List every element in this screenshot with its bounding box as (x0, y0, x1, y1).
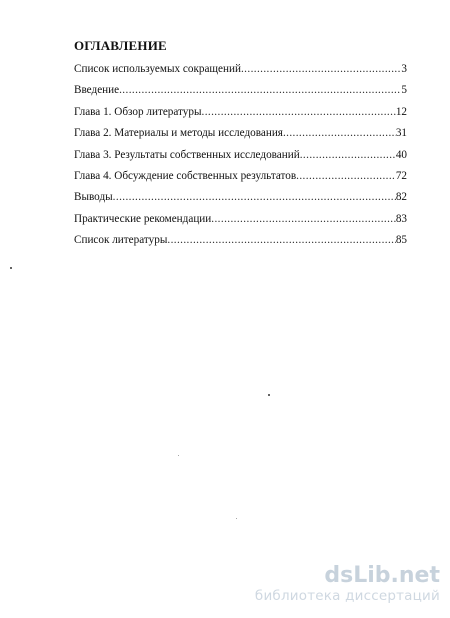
toc-entry-page: 5 (401, 84, 407, 97)
toc-entry-page: 82 (395, 191, 407, 204)
toc-entry-page: 40 (395, 148, 407, 161)
toc-dot-leader (119, 83, 401, 97)
toc-entry (74, 126, 407, 147)
toc-entry-title: Глава 3. Результаты собственных исследований (74, 148, 300, 161)
scan-speck (236, 518, 237, 519)
toc-entry (74, 212, 407, 233)
scan-speck (268, 394, 270, 396)
toc-entry-page: 3 (401, 63, 407, 75)
toc-entry-title: Глава 2. Материалы и методы исследования (74, 127, 283, 140)
scan-speck (178, 455, 179, 456)
toc-dot-leader (202, 105, 396, 119)
toc-entry-title: Глава 4. Обсуждение собственных результатов (74, 169, 297, 182)
toc-entry (74, 62, 407, 83)
toc-entry (74, 233, 407, 254)
watermark-logo: dsLib.net (324, 563, 440, 588)
toc-entry (74, 169, 407, 190)
toc-entry (74, 83, 407, 104)
toc-entry-page: 72 (395, 169, 407, 182)
toc-entry-title: Выводы (74, 191, 113, 204)
toc-entry-title: Глава 1. Обзор литературы (74, 105, 202, 118)
toc-dot-leader (211, 212, 396, 226)
toc-dot-leader (296, 169, 396, 183)
toc-dot-leader (300, 148, 396, 162)
scan-speck (10, 267, 12, 269)
toc-entry-title: Практические рекомендации (74, 212, 212, 225)
toc-dot-leader (167, 233, 395, 247)
toc-dot-leader (283, 126, 396, 140)
toc-entry (74, 105, 407, 126)
toc-entry-title: Список литературы (74, 234, 168, 247)
toc-entry-page: 83 (395, 212, 407, 225)
toc-entry-page: 85 (395, 234, 407, 247)
toc-dot-leader (241, 62, 401, 76)
toc-dot-leader (113, 190, 396, 204)
toc-entry-page: 31 (395, 127, 407, 140)
toc-entry (74, 190, 407, 211)
table-of-contents (74, 62, 407, 255)
toc-entry-page: 12 (395, 105, 407, 118)
toc-entry (74, 148, 407, 169)
toc-heading: ОГЛАВЛЕНИЕ (74, 38, 167, 53)
toc-entry-title: Список используемых сокращений (74, 63, 241, 75)
toc-entry-title: Введение (74, 84, 120, 97)
watermark (255, 564, 440, 604)
watermark-subtitle: библиотека диссертаций (254, 588, 440, 604)
